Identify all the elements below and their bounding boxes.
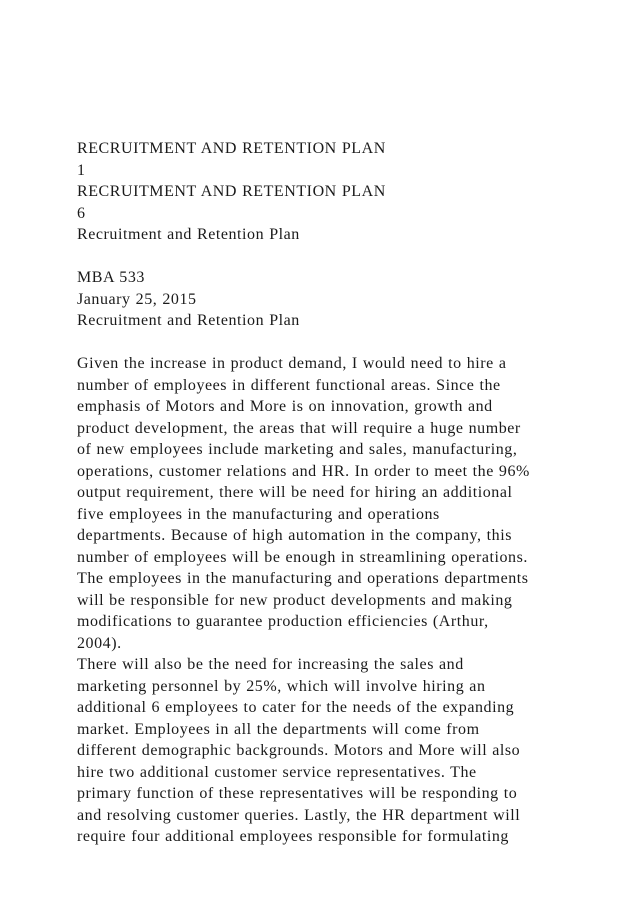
- body-line: modifications to guarantee production efficiencies (Arthur,: [77, 613, 489, 630]
- body-line: emphasis of Motors and More is on innovation, growth and: [77, 398, 493, 415]
- body-line: number of employees will be enough in streamlining operations.: [77, 548, 528, 566]
- body-line: primary function of these representatives will be responding to: [77, 785, 518, 802]
- document-date: January 25, 2015: [77, 290, 197, 308]
- page-number: 6: [77, 204, 86, 222]
- body-line: departments. Because of high automation in the company, this: [77, 527, 512, 544]
- body-line: 2004).: [77, 634, 122, 652]
- body-line: will be responsible for new product developments and making: [77, 591, 513, 609]
- page-number: 1: [77, 161, 86, 179]
- section-title: Recruitment and Retention Plan: [77, 312, 300, 329]
- body-line: number of employees in different functional areas. Since the: [77, 376, 501, 394]
- document-title: Recruitment and Retention Plan: [77, 226, 300, 243]
- body-line: There will also be the need for increasing the sales and: [77, 656, 464, 673]
- blank-line: [77, 332, 617, 354]
- body-line: The employees in the manufacturing and operations departments: [77, 570, 529, 587]
- body-line: operations, customer relations and HR. In order to meet the 96%: [77, 462, 530, 480]
- body-line: product development, the areas that will require a huge number: [77, 419, 521, 437]
- body-line: different demographic backgrounds. Motors and More will also: [77, 742, 521, 759]
- course-code: MBA 533: [77, 269, 145, 286]
- running-header-title: RECRUITMENT AND RETENTION PLAN: [77, 140, 386, 157]
- body-line: require four additional employees responsible for formulating: [77, 828, 509, 845]
- body-line: output requirement, there will be need for hiring an additional: [77, 484, 513, 501]
- body-line: five employees in the manufacturing and operations: [77, 505, 440, 523]
- body-line: additional 6 employees to cater for the needs of the expanding: [77, 699, 515, 716]
- body-line: market. Employees in all the departments will come from: [77, 720, 480, 738]
- body-line: of new employees include marketing and sales, manufacturing,: [77, 441, 518, 458]
- running-header-title: RECRUITMENT AND RETENTION PLAN: [77, 183, 386, 200]
- blank-line: [77, 246, 617, 268]
- body-line: and resolving customer queries. Lastly, the HR department will: [77, 806, 521, 824]
- document-text: [77, 138, 617, 848]
- body-line: marketing personnel by 25%, which will involve hiring an: [77, 677, 486, 695]
- body-line: Given the increase in product demand, I would need to hire a: [77, 355, 507, 372]
- body-line: hire two additional customer service representatives. The: [77, 763, 477, 781]
